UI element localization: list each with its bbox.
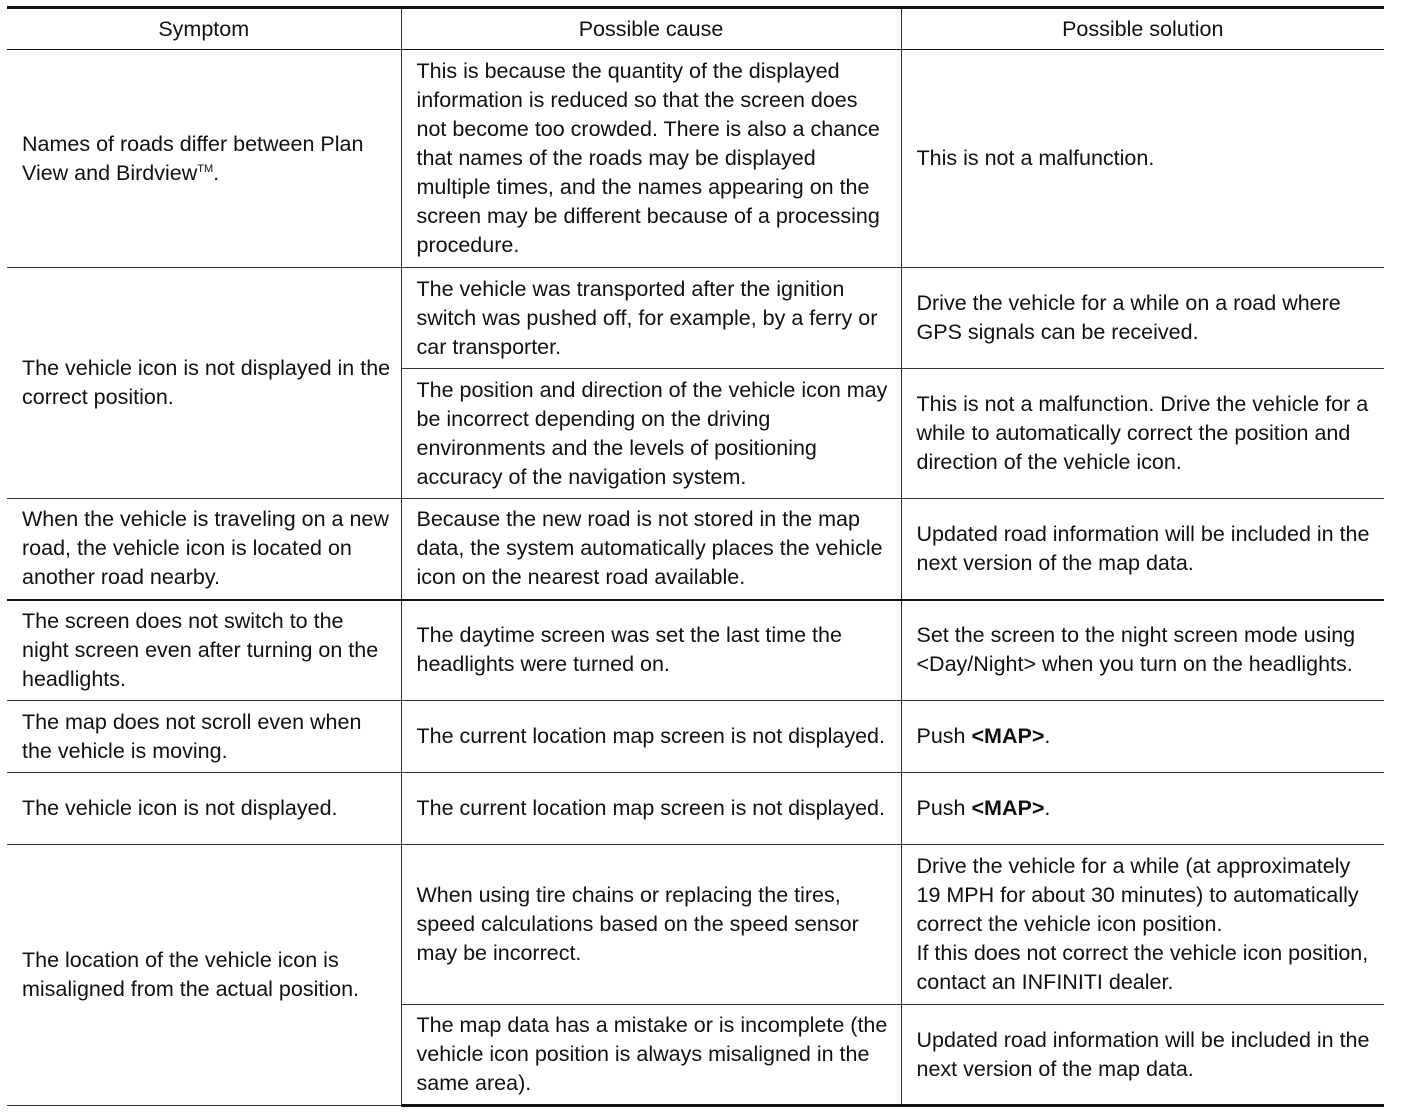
- table-row: [7, 600, 1384, 701]
- solution-cell: [901, 773, 1384, 845]
- solution-cell: [901, 845, 1384, 1005]
- map-key-label: <MAP>: [971, 796, 1045, 820]
- header-possible-solution: Possible solution: [901, 8, 1384, 50]
- cause-cell: The vehicle was transported after the ignition switch was pushed off, for example, by a ferry or car transporter.: [401, 268, 901, 369]
- table-row: [7, 701, 1384, 773]
- symptom-cell: The screen does not switch to the night screen even after turning on the headlights.: [7, 600, 401, 701]
- solution-suffix: .: [1044, 724, 1051, 748]
- solution-cell: Updated road information will be included in the next version of the map data.: [901, 1005, 1384, 1106]
- map-key-label: <MAP>: [971, 724, 1045, 748]
- solution-text-2: If this does not correct the vehicle icon position, contact an INFINITI dealer.: [916, 941, 1369, 994]
- symptom-cell: [7, 50, 401, 268]
- solution-cell: [901, 701, 1384, 773]
- cause-cell: Because the new road is not stored in the map data, the system automatically places the vehicle icon on the nearest road available.: [401, 499, 901, 600]
- cause-cell: When using tire chains or replacing the tires, speed calculations based on the speed sensor may be incorrect.: [401, 845, 901, 1005]
- symptom-text: Names of roads differ between Plan View and Birdview: [22, 131, 364, 185]
- table-row: [7, 499, 1384, 600]
- solution-cell: Set the screen to the night screen mode using <Day/Night> when you turn on the headlights.: [901, 600, 1384, 701]
- table-row: [7, 773, 1384, 845]
- cause-cell: The position and direction of the vehicle icon may be incorrect depending on the driving environments and the levels of positioning accuracy of the navigation system.: [401, 369, 901, 499]
- solution-cell: This is not a malfunction. Drive the vehicle for a while to automatically correct the position and direction of the vehicle icon.: [901, 369, 1384, 499]
- solution-suffix: .: [1044, 796, 1051, 820]
- table-row: [7, 845, 1384, 1005]
- solution-cell: Updated road information will be included in the next version of the map data.: [901, 499, 1384, 600]
- solution-cell: This is not a malfunction.: [901, 50, 1384, 268]
- troubleshooting-table: [7, 6, 1384, 1107]
- symptom-cell: When the vehicle is traveling on a new road, the vehicle icon is located on another road nearby.: [7, 499, 401, 600]
- solution-prefix: Push: [916, 796, 972, 820]
- cause-cell: The map data has a mistake or is incomplete (the vehicle icon position is always misaligned in the same area).: [401, 1005, 901, 1106]
- troubleshooting-table-container: [7, 6, 1384, 1107]
- header-possible-cause: Possible cause: [401, 8, 901, 50]
- solution-text: Drive the vehicle for a while (at approximately 19 MPH for about 30 minutes) to automatically correct the vehicle icon position.: [916, 854, 1359, 936]
- cause-cell: The daytime screen was set the last time the headlights were turned on.: [401, 600, 901, 701]
- cause-cell: This is because the quantity of the displayed information is reduced so that the screen does not become too crowded. There is also a chance that names of the roads may be displayed multiple times, and the names appearing on the screen may be different because of a processing procedure.: [401, 50, 901, 268]
- solution-prefix: Push: [916, 724, 972, 748]
- solution-cell: Drive the vehicle for a while on a road where GPS signals can be received.: [901, 268, 1384, 369]
- table-row: [7, 268, 1384, 369]
- symptom-cell: The location of the vehicle icon is misaligned from the actual position.: [7, 845, 401, 1106]
- trademark-mark: TM: [197, 162, 214, 175]
- symptom-cell: The vehicle icon is not displayed.: [7, 773, 401, 845]
- cause-cell: The current location map screen is not displayed.: [401, 773, 901, 845]
- table-row: [7, 50, 1384, 268]
- cause-cell: The current location map screen is not displayed.: [401, 701, 901, 773]
- symptom-cell: The map does not scroll even when the vehicle is moving.: [7, 701, 401, 773]
- symptom-end-text: .: [213, 160, 220, 185]
- symptom-cell: The vehicle icon is not displayed in the correct position.: [7, 268, 401, 499]
- table-header-row: [7, 8, 1384, 50]
- header-symptom: Symptom: [7, 8, 401, 50]
